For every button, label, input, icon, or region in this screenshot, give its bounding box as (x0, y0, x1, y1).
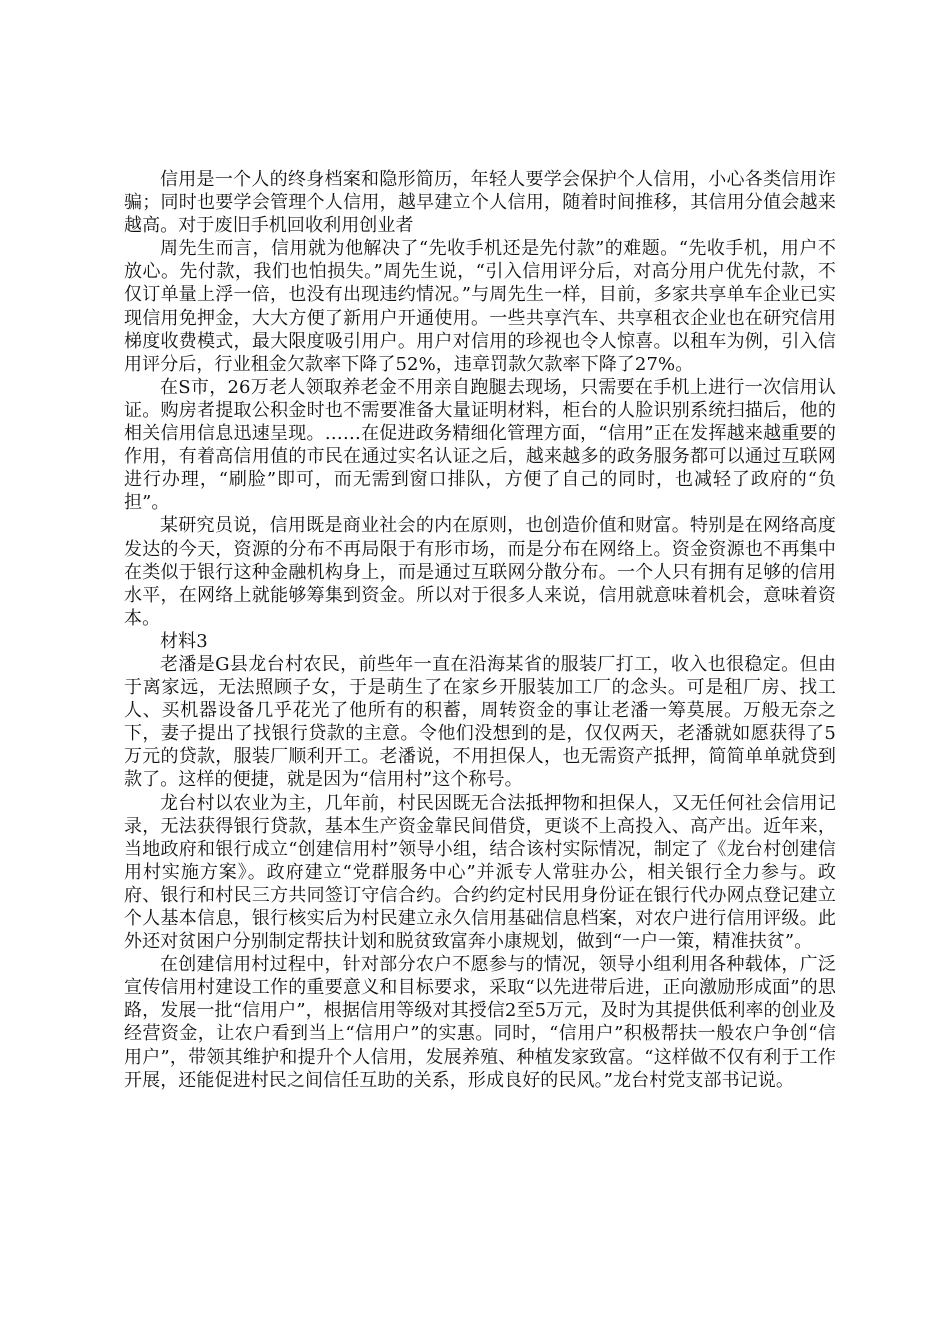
document-body (124, 168, 836, 1092)
paragraph-lao-pan: 老潘是G县龙台村农民，前些年一直在沿海某省的服装厂打工，收入也很稳定。但由于离家远，无法照顾子女，于是萌生了在家乡开服装加工厂的念头。可是租厂房、找工人、买机器设备几乎花光了他所有的积蓄，周转资金的事让老潘一筹莫展。万般无奈之下，妻子提出了找银行贷款的主意。令他们没想到的是，仅仅两天，老潘就如愿获得了5万元的贷款，服装厂顺利开工。老潘说，不用担保人，也无需资产抵押，简简单单就贷到款了。这样的便捷，就是因为“信用村”这个称号。 (124, 653, 836, 791)
paragraph-credit-village-creation: 在创建信用村过程中，针对部分农户不愿参与的情况，领导小组利用各种载体，广泛宣传信用村建设工作的重要意义和目标要求，采取“以先进带后进，正向激励形成面”的思路，发展一批“信用户”，根据信用等级对其授信2至5万元，及时为其提供低利率的创业及经营资金，让农户看到当上“信用户”的实惠。同时，“信用户”积极帮扶一般农户争创“信用户”，带领其维护和提升个人信用，发展养殖、种植发家致富。“这样做不仅有利于工作开展，还能促进村民之间信任互助的关系，形成良好的民风。”龙台村党支部书记说。 (124, 954, 836, 1091)
paragraph-mr-zhou: 周先生而言，信用就为他解决了“先收手机还是先付款”的难题。“先收手机，用户不放心。先付款，我们也怕损失。”周先生说，“引入信用评分后，对高分用户优先付款，不仅订单量上浮一倍，也没有出现违约情况。”与周先生一样，目前，多家共享单车企业已实现信用免押金，大大方便了新用户开通使用。一些共享汽车、共享租衣企业也在研究信用梯度收费模式，最大限度吸引用户。用户对信用的珍视也令人惊喜。以租车为例，引入信用评分后，行业租金欠款率下降了52%，违章罚款欠款率下降了27%。 (124, 238, 836, 375)
paragraph-researcher: 某研究员说，信用既是商业社会的内在原则，也创造价值和财富。特别是在网络高度发达的今天，资源的分布不再局限于有形市场，而是分布在网络上。资金资源也不再集中在类似于银行这种金融机构身上，而是通过互联网分散分布。一个人只有拥有足够的信用水平，在网络上就能够筹集到资金。所以对于很多人来说，信用就意味着机会，意味着资本。 (124, 515, 836, 629)
paragraph-s-city: 在S市，26万老人领取养老金不用亲自跑腿去现场，只需要在手机上进行一次信用认证。购房者提取公积金时也不需要准备大量证明材料，柜台的人脸识别系统扫描后，他的相关信用信息迅速呈现。……在促进政务精细化管理方面，“信用”正在发挥越来越重要的作用，有着高信用值的市民在通过实名认证之后，越来越多的政务服务都可以通过互联网进行办理，“刷脸”即可，而无需到窗口排队，方便了自己的同时，也减轻了政府的“负担”。 (124, 376, 836, 514)
paragraph-longtai-village: 龙台村以农业为主，几年前，村民因既无合法抵押物和担保人，又无任何社会信用记录，无法获得银行贷款，基本生产资金靠民间借贷，更谈不上高投入、高产出。近年来，当地政府和银行成立“创建信用村”领导小组，结合该村实际情况，制定了《龙台村创建信用村实施方案》。政府建立“党群服务中心”并派专人常驻办公，相关银行全力参与。政府、银行和村民三方共同签订守信合约。合约约定村民用身份证在银行代办网点登记建立个人基本信息，银行核实后为村民建立永久信用基础信息档案，对农户进行信用评级。此外还对贫困户分别制定帮扶计划和脱贫致富奔小康规划，做到“一户一策，精准扶贫”。 (124, 792, 836, 953)
section-heading-material-3: 材料3 (160, 630, 208, 652)
paragraph-credit-intro: 信用是一个人的终身档案和隐形简历，年轻人要学会保护个人信用，小心各类信用诈骗；同时也要学会管理个人信用，越早建立个人信用，随着时间推移，其信用分值会越来越高。对于废旧手机回收利用创业者 (124, 169, 836, 237)
